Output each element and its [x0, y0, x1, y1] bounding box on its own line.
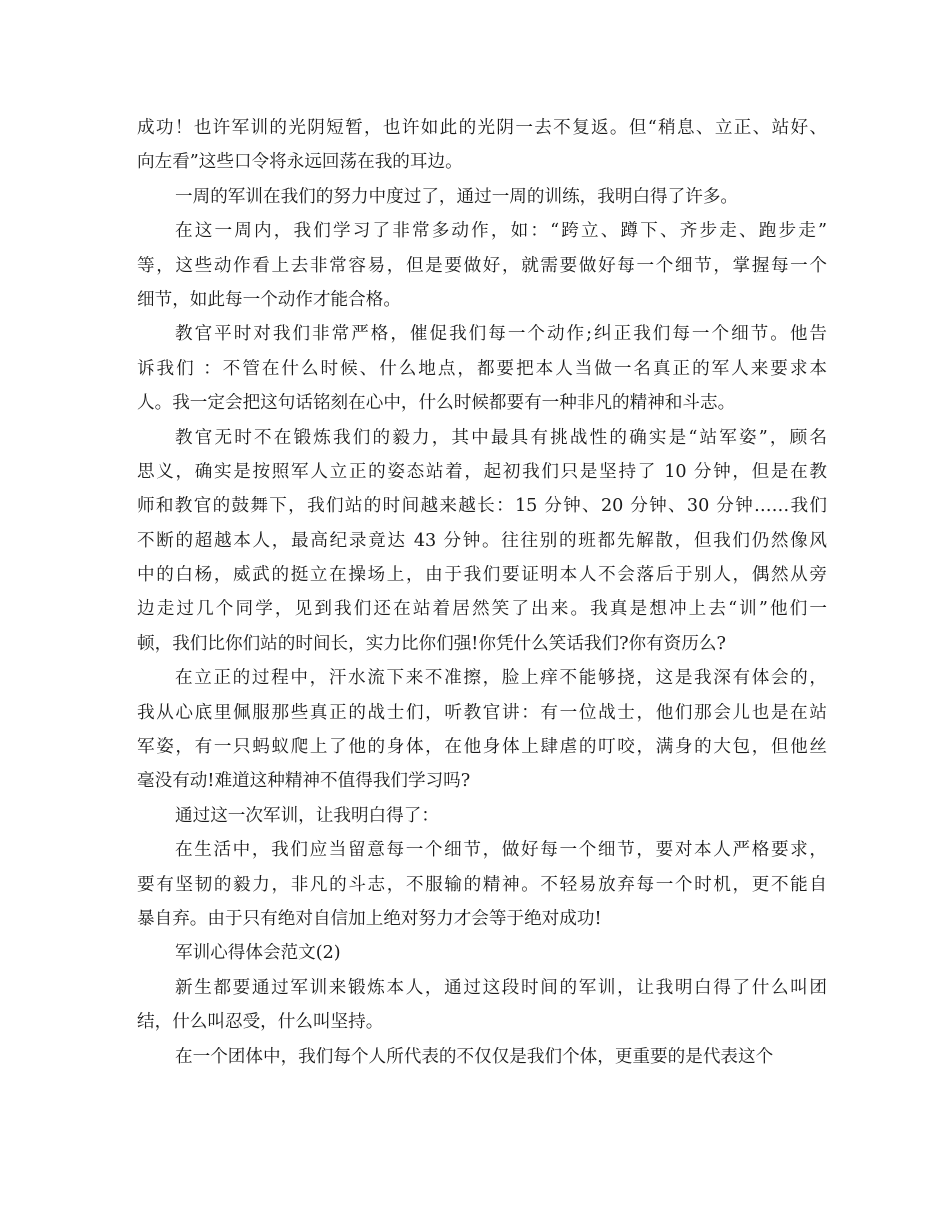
text-line: 师和教官的鼓舞下，我们站的时间越来越长：15 分钟、20 分钟、30 分钟……我们 — [137, 496, 827, 517]
paragraph — [137, 1040, 827, 1074]
text-line: 要有坚韧的毅力，非凡的斗志，不服输的精神。不轻易放弃每一个时机，更不能自 — [137, 874, 827, 895]
text-line: 我从心底里佩服那些真正的战士们，听教官讲：有一位战士，他们那会儿也是在站 — [137, 702, 827, 723]
text-line: 一周的军训在我们的努力中度过了，通过一周的训练，我明白得了许多。 — [175, 186, 739, 207]
text-line: 不断的超越本人，最高纪录竟达 43 分钟。往往别的班都先解散，但我们仍然像风 — [137, 530, 827, 551]
paragraph — [137, 936, 827, 970]
text-line: 向左看”这些口令将永远回荡在我的耳边。 — [137, 152, 463, 173]
text-line: 毫没有动!难道这种精神不值得我们学习吗? — [137, 771, 471, 792]
text-line: 人。我一定会把这句话铭刻在心中，什么时候都要有一种非凡的精神和斗志。 — [137, 393, 736, 414]
text-line: 结，什么叫忍受，什么叫坚持。 — [137, 1012, 384, 1033]
text-line: 教官平时对我们非常严格，催促我们每一个动作;纠正我们每一个细节。他告 — [175, 324, 827, 345]
paragraph — [137, 661, 827, 799]
paragraph — [137, 317, 827, 420]
text-line: 成功！也许军训的光阴短暂，也许如此的光阴一去不复返。但“稍息、立正、站好、 — [137, 118, 827, 138]
paragraph — [137, 111, 827, 180]
text-line: 思义，确实是按照军人立正的姿态站着，起初我们只是坚持了 10 分钟，但是在教 — [137, 461, 827, 482]
text-line: 在立正的过程中，汗水流下来不准擦，脸上痒不能够挠，这是我深有体会的， — [175, 668, 827, 689]
document-body — [137, 111, 827, 1074]
text-line: 在一个团体中，我们每个人所代表的不仅仅是我们个体，更重要的是代表这个 — [175, 1046, 774, 1067]
paragraph — [137, 971, 827, 1040]
text-line: 暴自弃。由于只有绝对自信加上绝对努力才会等于绝对成功! — [137, 908, 602, 929]
text-line: 顿，我们比你们站的时间长，实力比你们强!你凭什么笑话我们?你有资历么? — [137, 633, 726, 654]
text-line: 军训心得体会范文(2) — [175, 943, 341, 964]
text-line: 中的白杨，威武的挺立在操场上，由于我们要证明本人不会落后于别人，偶然从旁 — [137, 565, 827, 586]
paragraph — [137, 214, 827, 317]
paragraph — [137, 421, 827, 662]
paragraph — [137, 799, 827, 833]
text-line: 诉我们 ：不管在什么时候、什么地点，都要把本人当做一名真正的军人来要求本 — [137, 358, 827, 379]
paragraph — [137, 833, 827, 936]
text-line: 教官无时不在锻炼我们的毅力，其中最具有挑战性的确实是“站军姿”，顾名 — [175, 427, 827, 448]
text-line: 细节，如此每一个动作才能合格。 — [137, 289, 401, 310]
text-line: 在这一周内，我们学习了非常多动作，如：“跨立、蹲下、齐步走、跑步走” — [175, 221, 827, 242]
text-line: 在生活中，我们应当留意每一个细节，做好每一个细节，要对本人严格要求， — [175, 840, 827, 861]
text-line: 新生都要通过军训来锻炼本人，通过这段时间的军训，让我明白得了什么叫团 — [175, 977, 827, 998]
text-line: 边走过几个同学，见到我们还在站着居然笑了出来。我真是想冲上去“训”他们一 — [137, 599, 827, 620]
paragraph — [137, 180, 827, 214]
text-line: 等，这些动作看上去非常容易，但是要做好，就需要做好每一个细节，掌握每一个 — [137, 255, 827, 276]
text-line: 通过这一次军训，让我明白得了： — [175, 805, 439, 826]
text-line: 军姿，有一只蚂蚁爬上了他的身体，在他身体上肆虐的叮咬，满身的大包，但他丝 — [137, 737, 827, 758]
